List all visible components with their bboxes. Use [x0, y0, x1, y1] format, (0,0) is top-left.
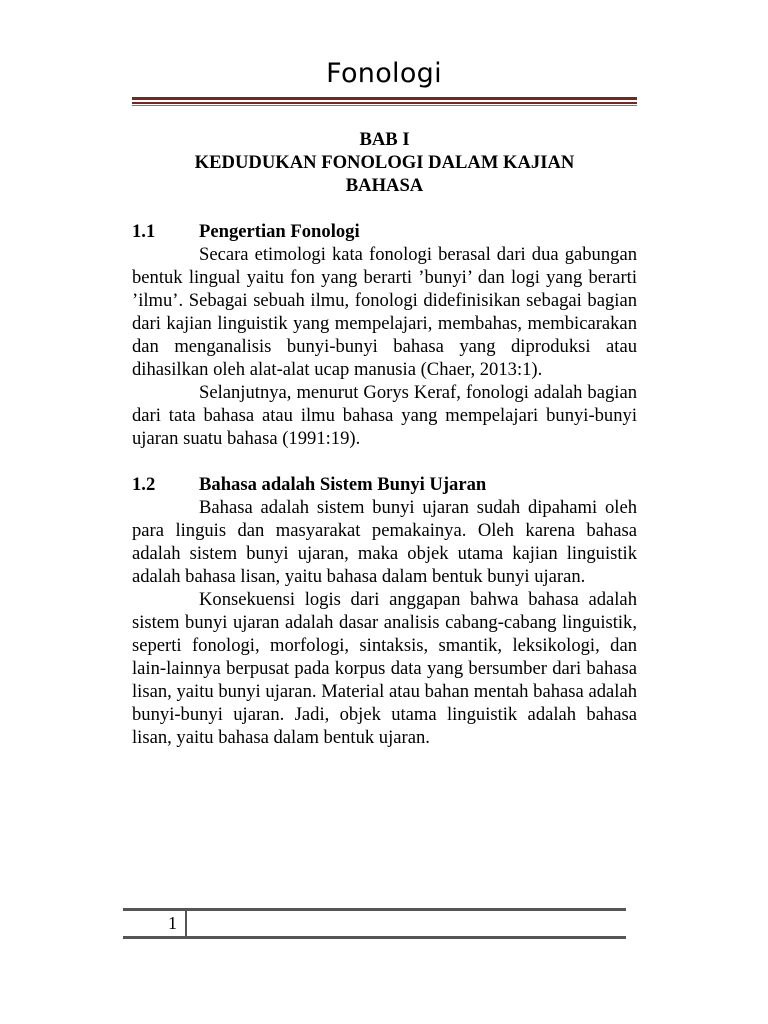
- body-paragraph: Bahasa adalah sistem bunyi ujaran sudah dipahami oleh para linguis dan masyarakat pemakainya. Oleh karena bahasa adalah sistem bunyi ujaran, maka objek utama kajian linguistik adalah bahasa lisan, yaitu bahasa dalam bentuk bunyi ujaran.: [132, 497, 637, 587]
- section-title: Pengertian Fonologi: [199, 221, 360, 242]
- section-number: 1.2: [132, 474, 156, 495]
- section-heading: [132, 220, 637, 243]
- section-title: Bahasa adalah Sistem Bunyi Ujaran: [199, 474, 487, 495]
- header-rule: [132, 105, 637, 106]
- running-header-title: Fonologi: [326, 58, 442, 89]
- page-body: [132, 128, 637, 749]
- section-number: 1.1: [132, 221, 156, 242]
- page-number: 1: [168, 913, 177, 933]
- body-paragraph: Konsekuensi logis dari anggapan bahwa bahasa adalah sistem bunyi ujaran adalah dasar analisis cabang-cabang linguistik, seperti fonologi, morfologi, sintaksis, smantik, leksikologi, dan lain-lainnya berpusat pada korpus data yang bersumber dari bahasa lisan, yaitu bunyi ujaran. Material atau bahan mentah bahasa adalah bunyi-bunyi ujaran. Jadi, objek utama linguistik adalah bahasa lisan, yaitu bahasa dalam bentuk ujaran.: [132, 589, 637, 748]
- header-rule: [132, 102, 637, 104]
- chapter-title-line1: KEDUDUKAN FONOLOGI DALAM KAJIAN: [194, 152, 575, 173]
- body-paragraph: Selanjutnya, menurut Gorys Keraf, fonologi adalah bagian dari tata bahasa atau ilmu bahasa yang mempelajari bunyi-bunyi ujaran suatu bahasa (1991:19).: [132, 382, 637, 449]
- spacer: [132, 450, 637, 473]
- header-rule: [132, 97, 637, 100]
- chapter-number: BAB I: [359, 129, 410, 150]
- body-paragraph: Secara etimologi kata fonologi berasal dari dua gabungan bentuk lingual yaitu fon yang berarti ’bunyi’ dan logi yang berarti ’ilmu’. Sebagai sebuah ilmu, fonologi didefinisikan sebagai bagian dari kajian linguistik yang mempelajari, membahas, membicarakan dan menganalisis bunyi-bunyi bahasa yang diproduksi atau dihasilkan oleh alat-alat ucap manusia (Chaer, 2013:1).: [132, 244, 637, 380]
- chapter-title-line2: BAHASA: [345, 175, 424, 196]
- page-number-box: [123, 911, 187, 936]
- footer-rule: [123, 908, 626, 911]
- spacer: [132, 197, 637, 220]
- section-heading: [132, 473, 637, 496]
- footer-rule: [123, 936, 626, 939]
